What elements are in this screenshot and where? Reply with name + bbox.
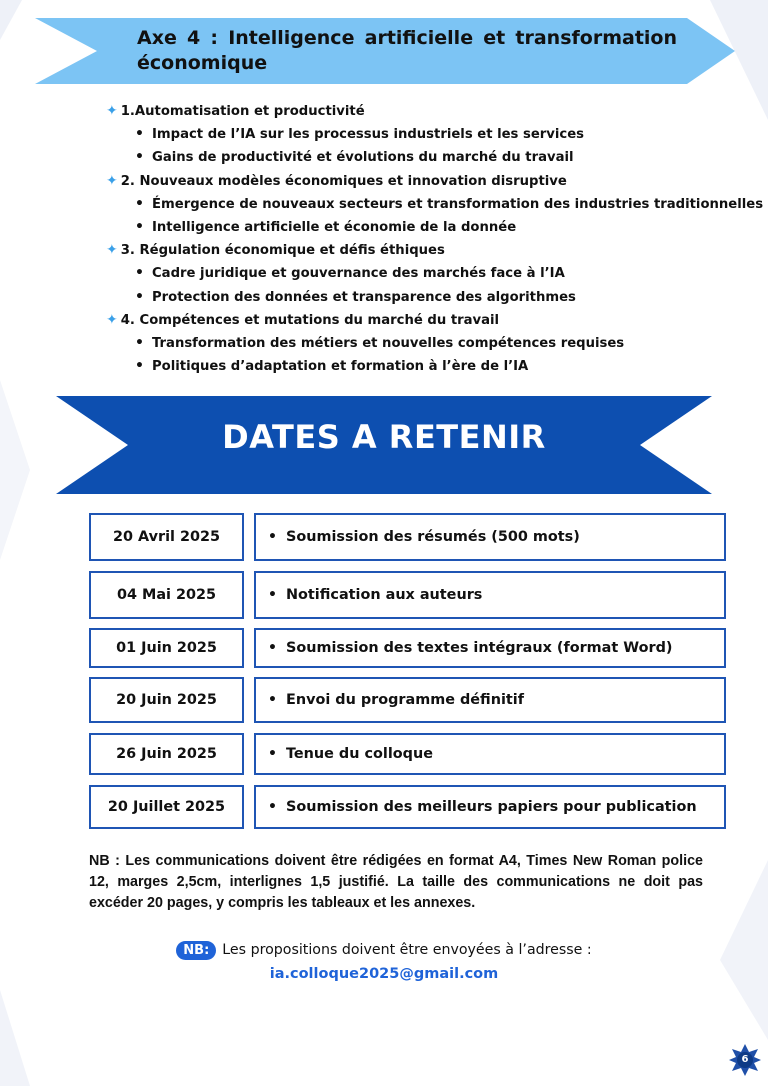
topic-item [106,262,756,285]
date-cell: 20 Juin 2025 [89,677,244,723]
event-text: Soumission des textes intégraux (format Word) [286,640,673,656]
topic-item [106,286,756,309]
topic-item-text: Émergence de nouveaux secteurs et transformation des industries traditionnelles [152,196,764,212]
bullet-icon: • [268,692,277,708]
bullet-icon: • [135,288,144,305]
bullet-icon: • [135,335,144,352]
star-icon: ✦ [106,242,118,259]
event-cell [254,571,726,619]
topic-item-text: Protection des données et transparence des algorithmes [152,289,576,305]
formatting-note: NB : Les communications doivent être rédigées en format A4, Times New Roman police 12, marges 2,5cm, interlignes 1,5 justifié. La taille des communications ne doit pas excéder 20 pages, y compris les tableaux et les annexes. [89,853,703,911]
bullet-icon: • [135,265,144,282]
date-row [89,785,726,829]
star-icon: ✦ [106,103,118,119]
contact-line [0,941,768,960]
topic-item [106,193,764,216]
topic-title: 2. Nouveaux modèles économiques et innovation disruptive [120,173,567,189]
page-number: 6 [741,1054,749,1065]
topic-heading [106,309,756,332]
event-cell [254,733,726,775]
date-cell: 20 Avril 2025 [89,513,244,561]
date-row [89,571,726,619]
event-text: Notification aux auteurs [286,587,483,603]
date-row [89,677,726,723]
topic-item-text: Politiques d’adaptation et formation à l’ère de l’IA [152,359,529,375]
bullet-icon: • [268,640,277,656]
dates-title: DATES A RETENIR [222,418,546,456]
bullet-icon: • [135,149,144,166]
topic-item [106,123,756,146]
topic-item [106,355,756,378]
star-icon: ✦ [106,172,118,189]
event-cell [254,513,726,561]
topic-title: 1.Automatisation et productivité [120,104,365,119]
topic-item [106,146,756,169]
event-text: Envoi du programme définitif [286,692,524,708]
topic-item-text: Intelligence artificielle et économie de la donnée [152,220,517,236]
date-row [89,513,726,561]
bullet-icon: • [135,126,144,143]
topic-item [106,216,756,239]
bullet-icon: • [268,587,277,603]
date-row [89,628,726,668]
contact-section [0,941,768,982]
event-cell [254,677,726,723]
event-cell [254,628,726,668]
event-cell [254,785,726,829]
nb-badge: NB: [176,941,216,960]
event-text: Soumission des résumés (500 mots) [286,529,580,545]
axe-title: Axe 4 : Intelligence artificielle et transformation économique [137,27,677,74]
contact-text: Les propositions doivent être envoyées à l’adresse : [222,942,592,958]
axe-banner [35,18,735,84]
date-cell: 26 Juin 2025 [89,733,244,775]
email-link[interactable]: ia.colloque2025@gmail.com [269,966,499,982]
topic-item-text: Gains de productivité et évolutions du marché du travail [152,150,574,166]
bullet-icon: • [135,219,144,236]
topic-title: 3. Régulation économique et défis éthiques [120,243,445,259]
event-text: Soumission des meilleurs papiers pour publication [286,799,697,815]
bullet-icon: • [135,195,144,212]
date-cell: 01 Juin 2025 [89,628,244,668]
bullet-icon: • [268,746,277,762]
date-cell: 20 Juillet 2025 [89,785,244,829]
date-cell: 04 Mai 2025 [89,571,244,619]
topic-heading [106,239,756,262]
event-text: Tenue du colloque [286,746,433,762]
topic-item-text: Transformation des métiers et nouvelles compétences requises [152,336,625,352]
dates-banner [56,396,712,494]
date-row [89,733,726,775]
topic-heading [106,100,756,123]
bullet-icon: • [135,358,144,375]
star-icon: ✦ [106,311,118,328]
topic-item-text: Cadre juridique et gouvernance des marchés face à l’IA [152,266,565,282]
bullet-icon: • [268,799,277,815]
topic-item-text: Impact de l’IA sur les processus industriels et les services [152,127,585,143]
topic-heading [106,170,756,193]
bullet-icon: • [268,529,277,545]
topic-item [106,332,756,355]
page-number-badge [729,1044,761,1076]
topic-title: 4. Compétences et mutations du marché du travail [120,312,500,328]
topic-outline [106,100,764,378]
